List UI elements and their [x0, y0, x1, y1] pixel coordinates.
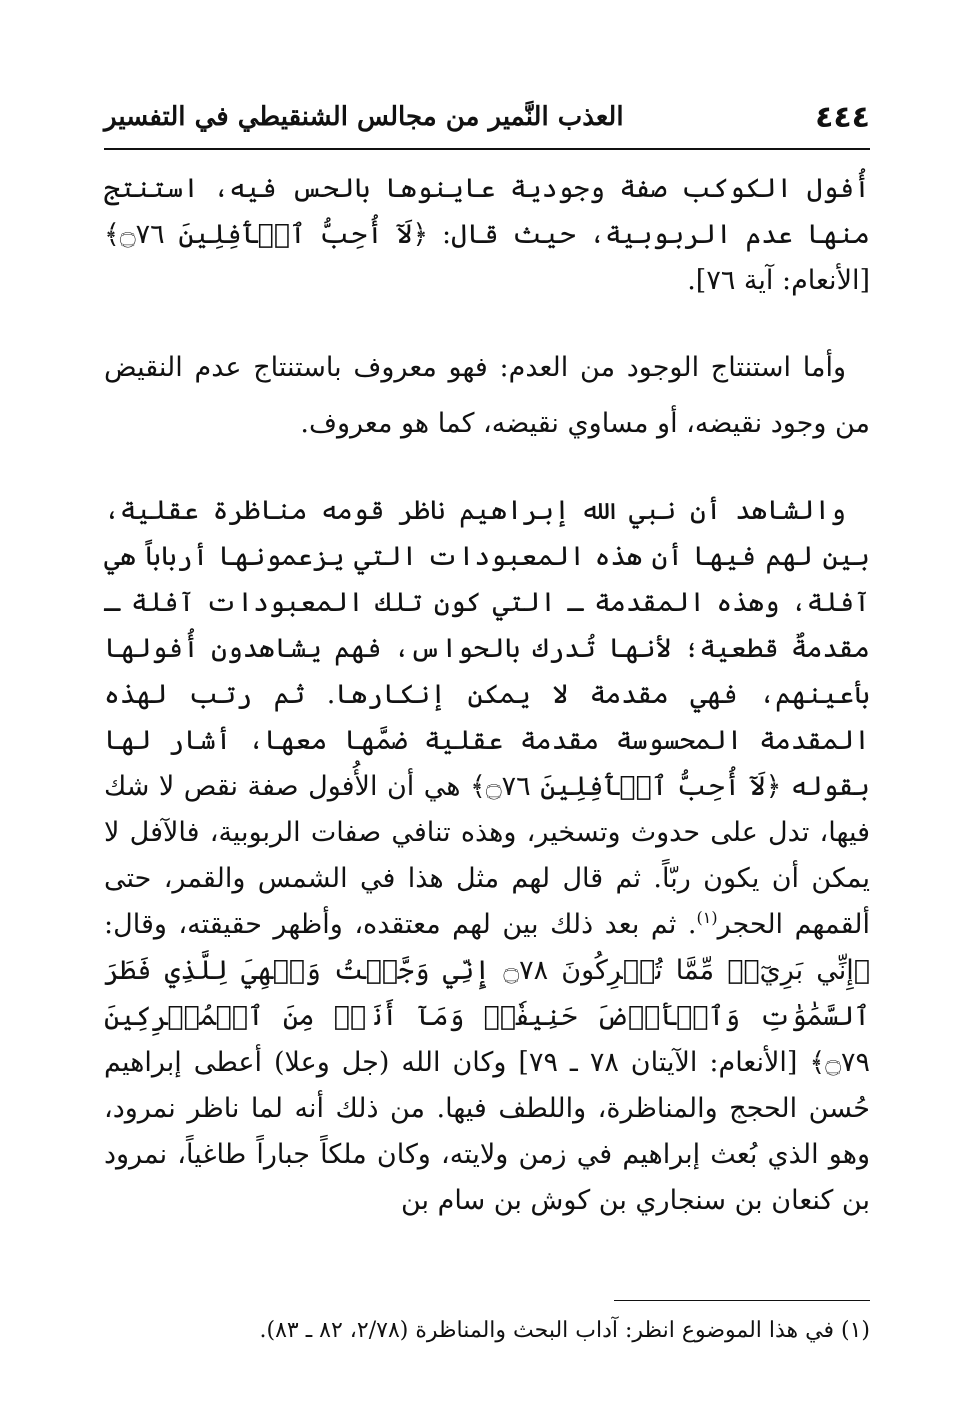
footnote-divider: [614, 1300, 870, 1301]
page-body: [104, 166, 870, 1224]
paragraph-3-part-b: . ثم بعد ذلك بين لهم معتقده، وأظهر حقيقته، وقال: ﴿إِنِّي بَرِيٓءٞ مِّمَّا تُشۡرِكُونَ ۝٧٨ إِنِّي وَجَّهۡتُ وَجۡهِيَ لِلَّذِي فَطَرَ ٱلسَّمَٰوَٰتِ وَٱلۡأَرۡضَ حَنِيفٗاۖ وَمَآ أَنَا۠ مِنَ ٱلۡمُشۡرِكِينَ ۝٧٩﴾ [الأنعام: الآيتان ٧٨ ـ ٧٩] وكان الله (جل وعلا) أعطى إبراهيم حُسن الحجج والمناظرة، واللطف فيها. من ذلك أنه لما ناظر نمرود، وهو الذي بُعث إبراهيم في زمن ولايته، وكان ملكاً جباراً طاغياً، نمرود بن كنعان بن سنجاري بن كوش بن سام بن: [104, 909, 871, 1216]
page-header: [104, 96, 870, 146]
paragraph-1: أُفول الكوكب صفة وجودية عاينوها بالحس فيه، استنتج منها عدم الربوبية، حيث قال: ﴿لَآ أُحِبُّ ٱلۡأٓفِلِينَ ۝٧٦﴾ [الأنعام: آية ٧٦].: [104, 173, 870, 296]
page-number: ٤٤٤: [815, 100, 870, 135]
header-divider: [104, 148, 870, 150]
running-title: العذب النَّمير من مجالس الشنقيطي في التفسير: [104, 102, 624, 132]
paragraph-2: وأما استنتاج الوجود من العدم: فهو معروف باستنتاج عدم النقيض من وجود نقيضه، أو مساوي نقيضه، كما هو معروف.: [104, 352, 870, 439]
footnote-marker: (١): [696, 908, 718, 927]
paragraph-3: [104, 488, 870, 1224]
paragraph-3-part-a: والشاهد أن نبي الله إبراهيم ناظر قومه مناظرة عقلية، بين لهم فيها أن هذه المعبودات التي يزعمونها أرباباً هي آفلة، وهذه المقدمة ـ التي كون تلك المعبودات آفلة ـ مقدمةٌ قطعية؛ لأنها تُدرك بالحواس، فهم يشاهدون أُفولها بأعينهم، فهي مقدمة لا يمكن إنكارها. ثم رتب لهذه المقدمة المحسوسة مقدمة عقلية ضمَّها معها، أشار لها بقوله ﴿لَآ أُحِبُّ ٱلۡأٓفِلِينَ ۝٧٦﴾ هي أن الأُفول صفة نقص لا شك فيها، تدل على حدوث وتسخير، وهذه تنافي صفات الربوبية، فالآفل لا يمكن أن يكون ربّاً. ثم قال لهم مثل هذا في الشمس والقمر، حتى ألقمهم الحجر: [104, 495, 870, 940]
footnote: (١) في هذا الموضوع انظر: آداب البحث والمناظرة (٢/٧٨، ٨٢ ـ ٨٣).: [259, 1318, 870, 1343]
